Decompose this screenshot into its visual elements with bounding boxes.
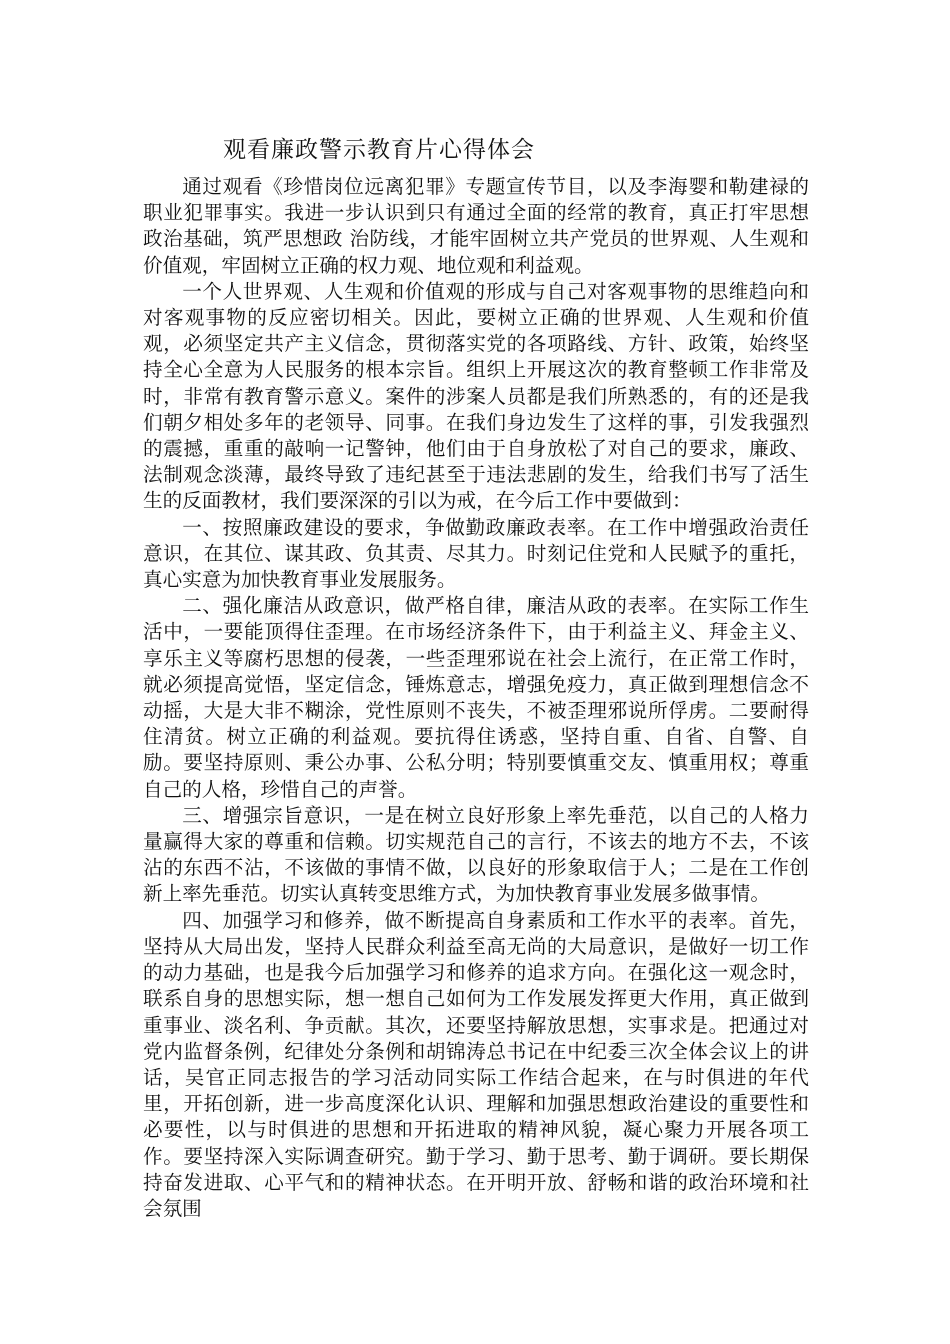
paragraph-intro: 通过观看《珍惜岗位远离犯罪》专题宣传节目，以及李海婴和勒建禄的职业犯罪事实。我进一步认识到只有通过全面的经常的教育，真正打牢思想政治基础，筑严思想政 治防线，才能牢固树立共产党员的世界观、人生观和价值观，牢固树立正确的权力观、地位观和利益观。 (143, 175, 809, 277)
paragraph-point-4: 四、加强学习和修养，做不断提高自身素质和工作水平的表率。首先，坚持从大局出发，坚持人民群众利益至高无尚的大局意识，是做好一切工作的动力基础，也是我今后加强学习和修养的追求方向。在强化这一观念时，联系自身的思想实际，想一想自己如何为工作发展发挥更大作用，真正做到重事业、淡名利、争贡献。其次，还要坚持解放思想，实事求是。把通过对党内监督条例，纪律处分条例和胡锦涛总书记在中纪委三次全体会议上的讲话，吴官正同志报告的学习活动同实际工作结合起来，在与时俱进的年代里，开拓创新，进一步高度深化认识、理解和加强思想政治建设的重要性和必要性，以与时俱进的思想和开拓进取的精神风貌，凝心聚力开展各项工作。要坚持深入实际调查研究。勤于学习、勤于思考、勤于调研。要长期保持奋发进取、心平气和的精神状态。在开明开放、舒畅和谐的政治环境和社会氛围 (143, 908, 809, 1220)
paragraph-worldview: 一个人世界观、人生观和价值观的形成与自己对客观事物的思维趋向和对客观事物的反应密切相关。因此，要树立正确的世界观、人生观和价值观，必须坚定共产主义信念，贯彻落实党的各项路线、方针、政策，始终坚持全心全意为人民服务的根本宗旨。组织上开展这次的教育整顿工作非常及时，非常有教育警示意义。案件的涉案人员都是我们所熟悉的，有的还是我们朝夕相处多年的老领导、同事。在我们身边发生了这样的事，引发我强烈的震撼，重重的敲响一记警钟，他们由于自身放松了对自己的要求，廉政、法制观念淡薄，最终导致了违纪甚至于违法悲剧的发生，给我们书写了活生生的反面教材，我们要深深的引以为戒，在今后工作中要做到： (143, 279, 809, 513)
paragraph-point-2: 二、强化廉洁从政意识，做严格自律，廉洁从政的表率。在实际工作生活中，一要能顶得住歪理。在市场经济条件下，由于利益主义、拜金主义、享乐主义等腐朽思想的侵袭，一些歪理邪说在社会上流行，在正常工作时，就必须提高觉悟，坚定信念，锤炼意志，增强免疫力，真正做到理想信念不动摇，大是大非不糊涂，党性原则不丧失，不被歪理邪说所俘虏。二要耐得住清贫。树立正确的利益观。要抗得住诱惑，坚持自重、自省、自警、自励。要坚持原则、秉公办事、公私分明；特别要慎重交友、慎重用权；尊重自己的人格，珍惜自己的声誉。 (143, 594, 809, 801)
document-page (143, 132, 809, 1222)
paragraph-point-3: 三、增强宗旨意识，一是在树立良好形象上率先垂范，以自己的人格力量赢得大家的尊重和信赖。切实规范自己的言行，不该去的地方不去，不该沾的东西不沾，不该做的事情不做，以良好的形象取信于人；二是在工作创新上率先垂范。切实认真转变思维方式，为加快教育事业发展多做事情。 (143, 803, 809, 906)
paragraph-point-1: 一、按照廉政建设的要求，争做勤政廉政表率。在工作中增强政治责任意识，在其位、谋其政、负其责、尽其力。时刻记住党和人民赋予的重托，真心实意为加快教育事业发展服务。 (143, 515, 809, 592)
document-title: 观看廉政警示教育片心得体会 (223, 137, 535, 163)
